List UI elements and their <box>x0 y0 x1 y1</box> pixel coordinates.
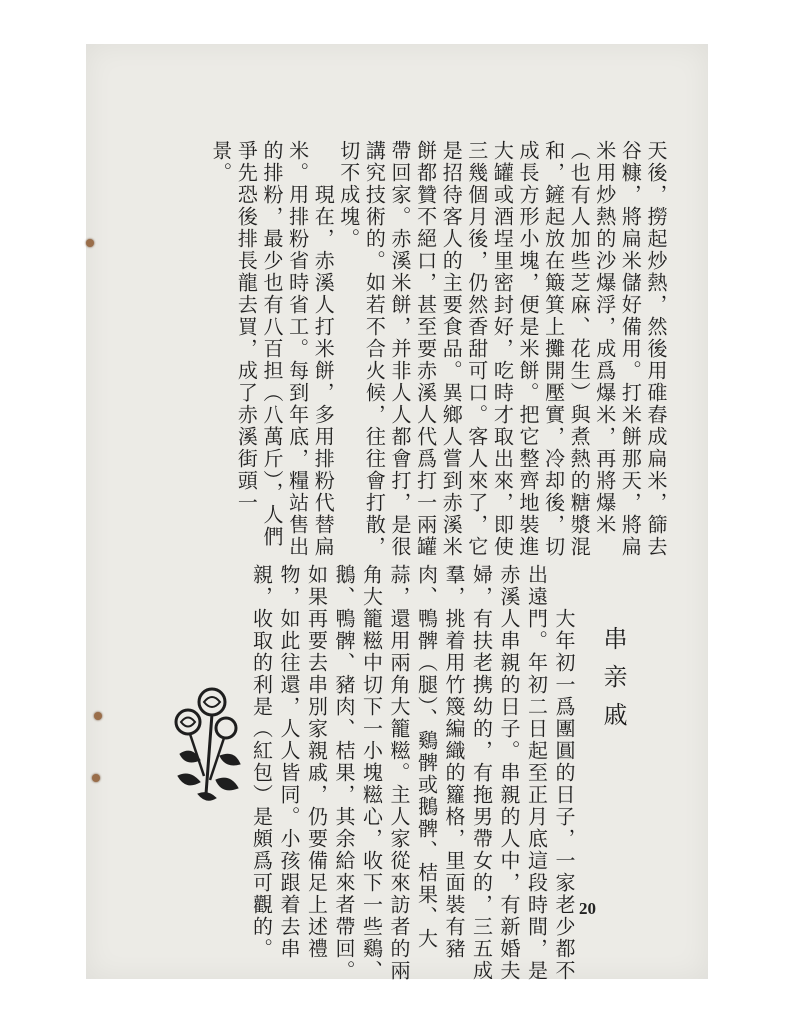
rose-illustration <box>170 684 250 808</box>
text-column: 的排粉，最少也有八百担（八萬斤），人們 <box>260 140 284 548</box>
text-column: 成長方形小塊，便是米餅。把它整齊地裝進 <box>516 140 540 558</box>
text-column: 三幾個月後，仍然香甜可口。客人來了，它 <box>464 140 489 558</box>
text-column: 蒜，還用兩角大籠糍。主人家從來訪者的兩 <box>387 564 411 982</box>
text-column: 切不成塊。 <box>336 140 361 250</box>
text-column: 天後，撈起炒熱，然後用碓舂成扁米，篩去 <box>644 140 668 558</box>
binding-hole <box>94 712 102 720</box>
binding-hole <box>86 239 94 247</box>
text-column: 鵝、鴨髀、豬肉、桔果，其余給來者帶回。 <box>332 564 356 982</box>
text-column: 出遠門。年初二日起至正月底這段時間，是 <box>524 564 549 982</box>
text-column: 如果再要去串別家親戚，仍要備足上述禮 <box>304 564 329 960</box>
text-column: 角大籠糍中切下一小塊糍心，收下一些鷄、 <box>359 564 384 982</box>
text-column: 赤溪人串親的日子。串親的人中，有新婚夫 <box>497 564 521 982</box>
text-column: 爭先恐後排長龍去買，成了赤溪街頭一 <box>234 140 259 514</box>
text-column: 講究技術的。如若不合火候，往往會打散， <box>362 140 387 558</box>
text-column: 米。用排粉省時省工。每到年底，糧站售出 <box>285 140 310 558</box>
text-column: （也有人加些芝麻、花生）與煮熱的糖漿混 <box>567 140 592 558</box>
text-column: 婦，有扶老携幼的，有拖男帶女的，三五成 <box>469 564 494 982</box>
text-column: 大罐或酒埕里密封好，吃時才取出來，即使 <box>490 140 515 558</box>
text-column: 親，收取的利是（紅包）是頗爲可觀的。 <box>249 564 274 960</box>
text-column: 物，如此往還，人人皆同。小孩跟着去串 <box>277 564 301 960</box>
text-column: 谷糠，將扁米儲好備用。打米餅那天，將扁 <box>618 140 643 558</box>
text-column: 景。 <box>208 140 233 184</box>
document-page <box>86 44 708 982</box>
text-column: 餅都贊不絕口，甚至要赤溪人代爲打一兩罐 <box>413 140 438 558</box>
text-column: 大年初一爲團圓的日子，一家老少都不 <box>552 564 576 982</box>
section-title: 串亲戚 <box>599 626 627 740</box>
text-column: 和，鏟起放在簸箕上攤開壓實，冷却後，切 <box>541 140 566 558</box>
text-column: 是招待客人的主要食品。異鄉人嘗到赤溪米 <box>439 140 464 558</box>
binding-hole <box>92 774 100 782</box>
page-number: 20 <box>579 899 596 918</box>
text-column: 米用炒熱的沙爆浮，成爲爆米，再將爆米 <box>592 140 617 536</box>
text-column: 現在，赤溪人打米餅，多用排粉代替扁 <box>311 140 336 558</box>
text-column: 羣，挑着用竹篾編織的籮格，里面裝有豬 <box>442 564 466 960</box>
text-column: 帶回家。赤溪米餅，并非人人都會打，是很 <box>388 140 412 558</box>
text-column: 肉、鴨髀（腿）、鷄髀或鵝髀、桔果、大 <box>414 564 439 950</box>
